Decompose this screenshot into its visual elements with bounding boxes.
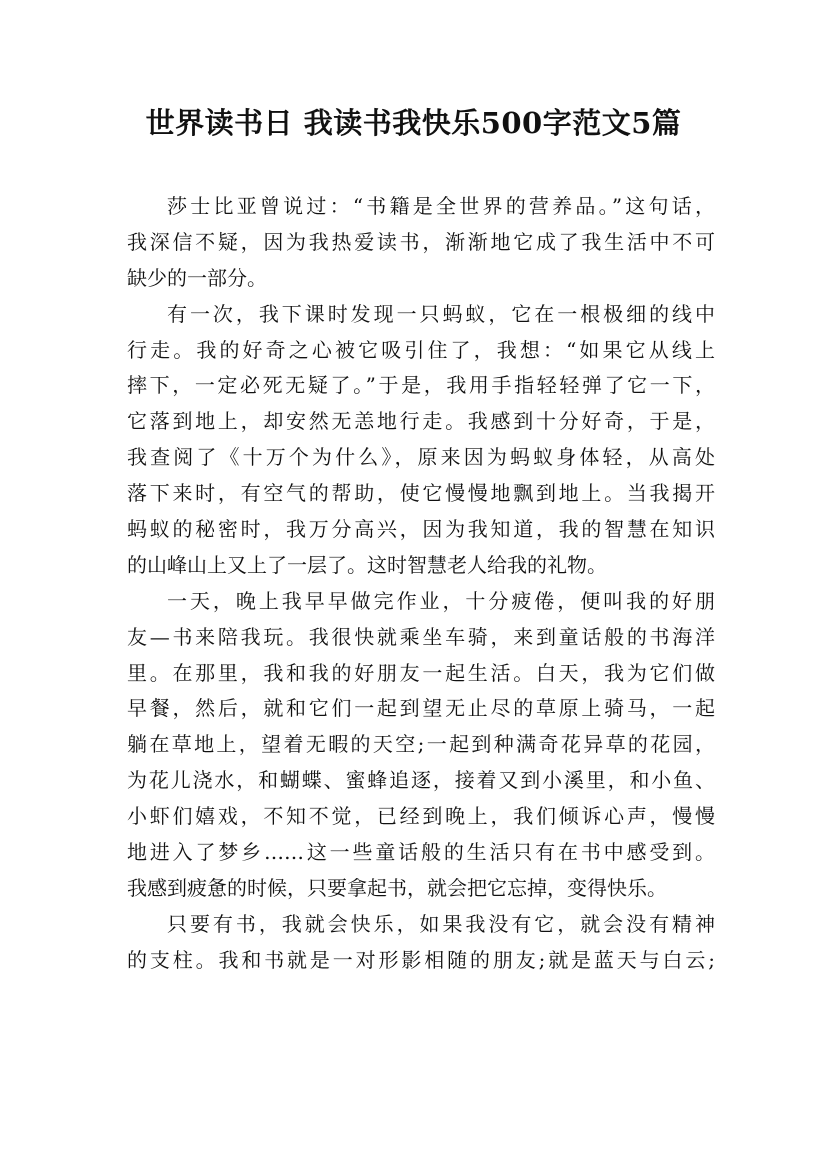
paragraph-line: 地进入了梦乡……这一些童话般的生活只有在书中感受到。 <box>127 840 715 865</box>
paragraph-line: 缺少的一部分。 <box>127 265 267 290</box>
paragraph-line: 只要有书，我就会快乐，如果我没有它，就会没有精神 <box>167 911 715 936</box>
paragraph-line: 早餐，然后，就和它们一起到望无止尽的草原上骑马，一起 <box>127 696 715 721</box>
paragraph-line: 为花儿浇水，和蝴蝶、蜜蜂追逐，接着又到小溪里，和小鱼、 <box>127 768 715 793</box>
paragraph-line: 莎士比亚曾说过：“书籍是全世界的营养品。”这句话， <box>167 194 715 218</box>
paragraph-line: 它落到地上，却安然无恙地行走。我感到十分好奇，于是， <box>127 409 715 434</box>
paragraph-line: 的支柱。我和书就是一对形影相随的朋友;就是蓝天与白云; <box>127 947 715 972</box>
paragraph-line: 摔下，一定必死无疑了。”于是，我用手指轻轻弹了它一下， <box>127 373 715 398</box>
paragraph-line: 一天，晚上我早早做完作业，十分疲倦，便叫我的好朋 <box>167 588 715 613</box>
paragraph-line: 蚂蚁的秘密时，我万分高兴，因为我知道，我的智慧在知识 <box>127 517 715 542</box>
document-body <box>127 189 715 979</box>
paragraph-line: 行走。我的好奇之心被它吸引住了，我想：“如果它从线上 <box>127 337 715 362</box>
paragraph-line: 落下来时，有空气的帮助，使它慢慢地飘到地上。当我揭开 <box>127 481 715 506</box>
document-title: 世界读书日 我读书我快乐500字范文5篇 <box>145 106 682 140</box>
paragraph-line: 小虾们嬉戏，不知不觉，已经到晚上，我们倾诉心声，慢慢 <box>127 804 715 829</box>
paragraph-line: 里。在那里，我和我的好朋友一起生活。白天，我为它们做 <box>127 660 715 685</box>
paragraph-line: 我查阅了《十万个为什么》，原来因为蚂蚁身体轻，从高处 <box>127 445 715 470</box>
paragraph-line: 友—书来陪我玩。我很快就乘坐车骑，来到童话般的书海洋 <box>127 624 715 649</box>
paragraph-line: 的山峰山上又上了一层了。这时智慧老人给我的礼物。 <box>127 552 607 577</box>
paragraph-line: 我感到疲惫的时候，只要拿起书，就会把它忘掉，变得快乐。 <box>127 875 667 900</box>
paragraph-line: 躺在草地上，望着无暇的天空;一起到种满奇花异草的花园， <box>127 732 715 757</box>
paragraph-line: 我深信不疑，因为我热爱读书，渐渐地它成了我生活中不可 <box>127 229 715 254</box>
paragraph-line: 有一次，我下课时发现一只蚂蚁，它在一根极细的线中 <box>167 301 715 326</box>
